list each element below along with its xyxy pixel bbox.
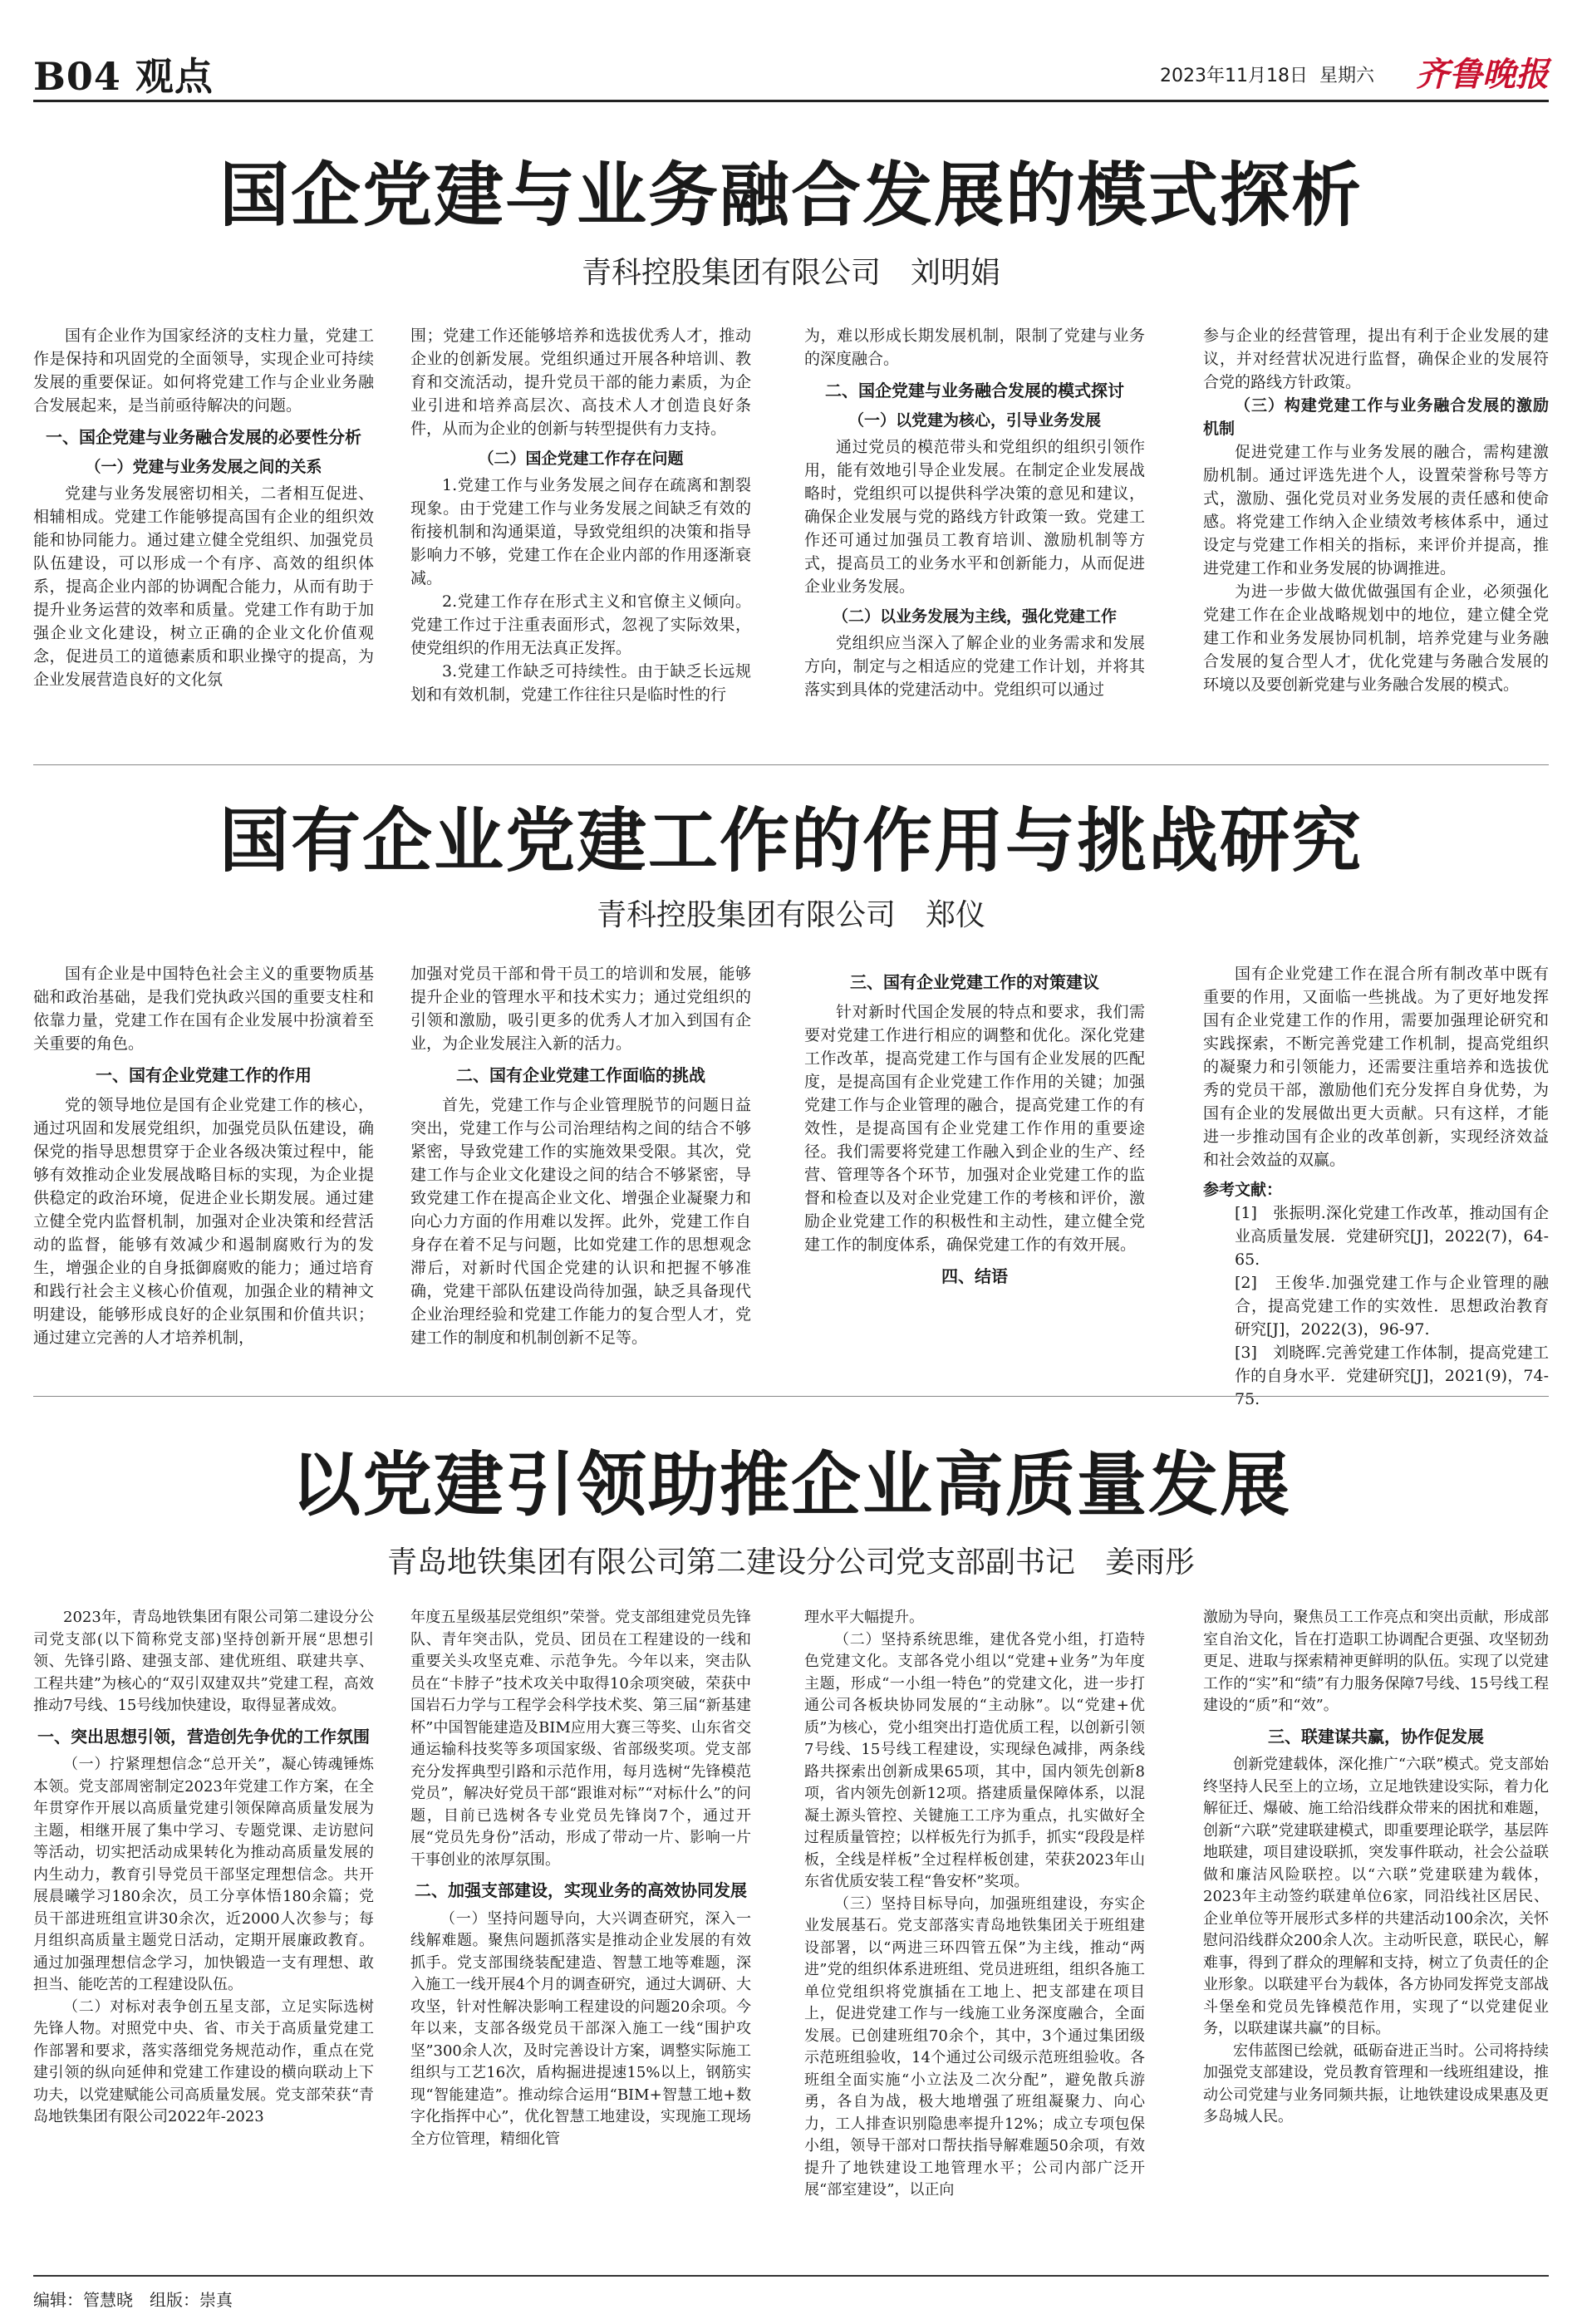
reference-item: [1] 张振明.深化党建工作改革，推动国有企业高质量发展．党建研究[J]，2022(7)，64-65. [1235,1204,1549,1269]
reference-item: [2] 王俊华.加强党建工作与企业管理的融合，提高党建工作的实效性．思想政治教育研究[J]，2022(3)，96-97. [1235,1274,1549,1339]
paragraph: （二）坚持系统思维，建优各党小组，打造特色党建文化。支部各党小组以“党建+业务”为年度主题，形成“一小组一特色”的党建文化，进一步打通公司各板块协同发展的“主动脉”。以“党建+优质”为核心，党小组突出打造优质工程，以创新引领7号线、15号线工程建设，实现绿色减排，两条线路共探索出创新成果65项，其中，国内领先创新8项，省内领先创新12项。搭建质量保障体系，以混凝土源头管控、关键施工工序为重点，扎实做好全过程质量管控；以样板先行为抓手，抓实“段段是样板，全线是样板”全过程样板创建，荣获2023年山东省优质安装工程“鲁安杯”奖项。 [804,1630,1145,1890]
paragraph: 为，难以形成长期发展机制，限制了党建与业务的深度融合。 [804,327,1145,368]
reference-item: [3] 刘晓晖.完善党建工作体制，提高党建工作的自身水平．党建研究[J]，2021(9)，74-75. [1235,1344,1549,1408]
article1-title: 国企党建与业务融合发展的模式探析 [219,154,1363,236]
article1-col2 [410,324,751,706]
issue-weekday: 星期六 [1319,66,1374,86]
paragraph: （一）坚持问题导向，大兴调查研究，深入一线解难题。聚焦问题抓落实是推动企业发展的有效抓手。党支部围绕装配建造、智慧工地等难题，深入施工一线开展4个月的调查研究，通过大调研、大攻坚，针对性解决影响工程建设的问题20余项。今年以来，支部各级党员干部深入施工一线“围护攻坚”300余人次，及时完善设计方案，调整实际施工组织与工艺16次，盾构掘进提速15%以上，钢筋实现“智能建造”。推动综合运用“BIM+智慧工地+数字化指挥中心”，优化智慧工地建设，实现施工现场全方位管理，精细化管 [410,1909,751,2148]
article1-byline: 青科控股集团有限公司 刘明娟 [581,256,1000,290]
references-heading: 参考文献： [1203,1181,1283,1199]
editor-credits: 编辑：管慧晓 组版：崇真 [33,2290,233,2310]
article1-col1 [33,324,374,691]
paragraph: 通过党员的模范带头和党组织的组织引领作用，能有效地引导企业发展。在制定企业发展战略时，党组织可以提供科学决策的意见和建议，确保企业发展与党的路线方针政策一致。党建工作还可通过加强员工教育培训、激励机制等方式，提高员工的业务水平和创新能力，从而促进企业业务发展。 [804,438,1145,596]
section-heading: 二、国企党建与业务融合发展的模式探讨 [825,381,1124,400]
paragraph: （三）坚持目标导向，加强班组建设，夯实企业发展基石。党支部落实青岛地铁集团关于班组建设部署，以“两进三环四管五保”为主线，推动“两进”党的组织体系进班组、党员进班组，组织各施工单位党组织将党旗插在工地上、把支部建在项目上，促进党建工作与一线施工业务深度融合，全面发展。已创建班组70余个，其中，3个通过集团级示范班组验收，14个通过公司级示范班组验收。各班组全面实施“小立法及二次分配”，避免散兵游勇，各自为战，极大地增强了班组凝聚力、向心力，工人排查识别隐患率提升12%；成立专项包保小组，领导干部对口帮扶指导解难题50余项，有效提升了地铁建设工地管理水平；公司内部广泛开展“部室建设”，以正向 [804,1894,1145,2199]
article3-col1 [33,1607,374,2129]
paragraph: 党的领导地位是国有企业党建工作的核心，通过巩固和发展党组织，加强党员队伍建设，确保党的指导思想贯穿于企业各级决策过程中，能够有效推动企业发展战略目标的实现，为企业提供稳定的政治环境，促进企业长期发展。通过建立健全党内监督机制，加强对企业决策和经营活动的监督，能够有效减少和遏制腐败行为的发生，增强企业的自身抵御腐败的能力；通过培育和践行社会主义核心价值观，加强企业的精神文明建设，能够形成良好的企业氛围和价值共识；通过建立完善的人才培养机制， [33,1096,374,1347]
masthead-rule [33,100,1549,102]
paragraph: 参与企业的经营管理，提出有利于企业发展的建议，并对经营状况进行监督，确保企业的发展符合党的路线方针政策。 [1203,327,1549,391]
subsection-heading: （二）国企党建工作存在问题 [478,450,684,468]
newspaper-logo: 齐鲁晚报 [1416,55,1549,94]
paragraph: 党建与业务发展密切相关，二者相互促进、相辅相成。党建工作能够提高国有企业的组织效能和协同能力。通过建立健全党组织、加强党员队伍建设，可以形成一个有序、高效的组织体系，提高企业内部的协调配合能力，从而有助于提升业务运营的效率和质量。党建工作有助于加强企业文化建设，树立正确的企业文化价值观念，促进员工的道德素质和职业操守的提高，为企业发展营造良好的文化氛 [33,484,374,689]
paragraph: 创新党建载体，深化推广“六联”模式。党支部始终坚持人民至上的立场，立足地铁建设实际，着力化解征迁、爆破、施工给沿线群众带来的困扰和难题，创新“六联”党建联建模式，即重要理论联学，基层阵地联建，项目建设联抓，突发事件联动，社会公益联做和廉洁风险联控。以“六联”党建联建为载体，2023年主动签约联建单位6家，同沿线社区居民、企业单位等开展形式多样的共建活动100余次，关怀慰问沿线群众200余人次。主动听民意，联民心，解难事，得到了群众的理解和支持，树立了负责任的企业形象。以联建平台为载体，各方协同发挥党支部战斗堡垒和党员先锋模范作用，实现了“以党建促业务，以联建谋共赢”的目标。 [1203,1756,1549,2037]
section-heading: 二、加强支部建设，实现业务的高效协同发展 [415,1880,747,1900]
article2-col2 [410,962,751,1349]
subsection-heading: （一）以党建为核心，引导业务发展 [848,411,1101,430]
article3-col4 [1203,1607,1549,2129]
paragraph: 加强对党员干部和骨干员工的培训和发展，能够提升企业的管理水平和技术实力；通过党组织的引领和激励，吸引更多的优秀人才加入到国有企业，为企业发展注入新的活力。 [410,965,751,1053]
article1-col4 [1203,324,1549,696]
paragraph: 2.党建工作存在形式主义和官僚主义倾向。党建工作过于注重表面形式，忽视了实际效果，使党组织的作用无法真正发挥。 [410,592,751,657]
article2-col1 [33,962,374,1349]
article3-title: 以党建引领助推企业高质量发展 [290,1443,1291,1526]
paragraph: 为进一步做大做优做强国有企业，必须强化党建工作在企业战略规划中的地位，建立健全党建工作和业务发展协同机制，培养党建与业务融合发展的复合型人才，优化党建与务融合发展的环境以及要创新党建与业务融合发展的模式。 [1203,582,1549,694]
subsection-heading: （二）以业务发展为主线，强化党建工作 [832,607,1117,626]
article3-col2 [410,1607,751,2150]
paragraph: 国有企业党建工作在混合所有制改革中既有重要的作用，又面临一些挑战。为了更好地发挥国有企业党建工作的作用，需要加强理论研究和实践探索，不断完善党建工作机制，提高党组织的凝聚力和引领能力，还需要注重培养和选拔优秀的党员干部，激励他们充分发挥自身优势，为国有企业的发展做出更大贡献。只有这样，才能进一步推动国有企业的改革创新，实现经济效益和社会效益的双赢。 [1203,965,1549,1169]
section-heading: 一、国企党建与业务融合发展的必要性分析 [46,427,361,447]
section-heading: 二、国有企业党建工作面临的挑战 [456,1065,705,1085]
paragraph: 针对新时代国企发展的特点和要求，我们需要对党建工作进行相应的调整和优化。深化党建工作改革，提高党建工作与国有企业发展的匹配度，是提高国有企业党建工作作用的关键；加强党建工作与企业管理的融合，提高党建工作的有效性，是提高国有企业党建工作作用的重要途径。我们需要将党建工作融入到企业的生产、经营、管理等各个环节，加强对企业党建工作的监督和检查以及对企业党建工作的考核和评价，激励企业党建工作的积极性和主动性，建立健全党建工作的制度体系，确保党建工作的有效开展。 [804,1003,1145,1254]
section-heading: 四、结语 [941,1266,1008,1286]
paragraph: 1.党建工作与业务发展之间存在疏离和割裂现象。由于党建工作与业务发展之间缺乏有效的衔接机制和沟通渠道，导致党组织的决策和指导影响力不够，党建工作在企业内部的作用逐渐衰减。 [410,476,751,587]
article2-byline: 青科控股集团有限公司 郑仪 [596,898,985,932]
article3-byline: 青岛地铁集团有限公司第二建设分公司党支部副书记 姜雨彤 [386,1545,1195,1580]
article-divider [33,764,1549,765]
paragraph: 促进党建工作与业务发展的融合，需构建激励机制。通过评选先进个人，设置荣誉称号等方式，激励、强化党员对业务发展的责任感和使命感。将党建工作纳入企业绩效考核体系中，通过设定与党建工作相关的指标，来评价并提高，推进党建工作和业务发展的协调推进。 [1203,443,1549,577]
article2-title: 国有企业党建工作的作用与挑战研究 [219,799,1363,882]
section-heading: 三、联建谋共赢，协作促发展 [1268,1726,1484,1747]
subsection-heading: （三）构建党建工作与业务融合发展的激励机制 [1203,396,1549,438]
paragraph: 国有企业是中国特色社会主义的重要物质基础和政治基础，是我们党执政兴国的重要支柱和依靠力量，党建工作在国有企业发展中扮演着至关重要的角色。 [33,965,374,1053]
section-heading: 三、国有企业党建工作的对策建议 [850,972,1099,992]
paragraph: 宏伟蓝图已绘就，砥砺奋进正当时。公司将持续加强党支部建设，党员教育管理和一线班组建设，推动公司党建与业务同频共振，让地铁建设成果惠及更多岛城人民。 [1203,2041,1549,2125]
paragraph: 理水平大幅提升。 [804,1609,924,1626]
subsection-heading: （一）党建与业务发展之间的关系 [85,458,322,476]
paragraph: 党组织应当深入了解企业的业务需求和发展方向，制定与之相适应的党建工作计划，并将其落实到具体的党建活动中。党组织可以通过 [804,634,1145,699]
article2-col4 [1203,962,1549,1411]
article3-col3 [804,1607,1145,2202]
paragraph: 首先，党建工作与企业管理脱节的问题日益突出，党建工作与公司治理结构之间的结合不够紧密，导致党建工作的实施效果受限。其次，党建工作与企业文化建设之间的结合不够紧密，导致党建工作在提高企业文化、增强企业凝聚力和向心力方面的作用难以发挥。此外，党建工作自身存在着不足与问题，比如党建工作的思想观念滞后，对新时代国企党建的认识和把握不够准确，党建干部队伍建设尚待加强，缺乏具备现代企业治理经验和党建工作能力的复合型人才，党建工作的制度和机制创新不足等。 [410,1096,751,1347]
section-heading: 一、突出思想引领，营造创先争优的工作氛围 [37,1726,370,1747]
article1-col3 [804,324,1145,701]
issue-date: 2023年11月18日 [1160,66,1308,86]
footer-rule [33,2275,1549,2277]
paragraph: 2023年，青岛地铁集团有限公司第二建设分公司党支部(以下简称党支部)坚持创新开展“思想引领、先锋引路、建强支部、建优班组、联建共享、工程共建”为核心的“双引双建双共”党建工程，高效推动7号线、15号线加快建设，取得显著成效。 [33,1609,374,1714]
page-label: B04 观点 [33,54,214,99]
article-divider [33,1396,1549,1397]
section-heading: 一、国有企业党建工作的作用 [96,1065,312,1085]
paragraph: 3.党建工作缺乏可持续性。由于缺乏长远规划和有效机制，党建工作往往只是临时性的行 [410,662,751,704]
paragraph: 年度五星级基层党组织”荣誉。党支部组建党员先锋队、青年突击队，党员、团员在工程建设的一线和重要关头攻坚克难、示范争先。今年以来，突击队员在“卡脖子”技术攻关中取得10余项突破，荣获中国岩石力学与工程学会科学技术奖、第三届“新基建杯”中国智能建造及BIM应用大赛三等奖、山东省交通运输科技奖等多项国家级、省部级奖项。党支部充分发挥典型引路和示范作用，每月选树“先锋模范党员”，解决好党员干部“跟谁对标”“对标什么”的问题，目前已选树各专业党员先锋岗7个，通过开展“党员先身份”活动，形成了带动一片、影响一片干事创业的浓厚氛围。 [410,1609,751,1869]
article2-col3 [804,962,1145,1295]
paragraph: 国有企业作为国家经济的支柱力量，党建工作是保持和巩固党的全面领导，实现企业可持续发展的重要保证。如何将党建工作与企业业务融合发展起来，是当前亟待解决的问题。 [33,327,374,415]
paragraph: （二）对标对表争创五星支部，立足实际选树先锋人物。对照党中央、省、市关于高质量党建工作部署和要求，落实落细党务规范动作，重点在党建引领的纵向延伸和党建工作建设的横向联动上下功夫，以党建赋能公司高质量发展。党支部荣获“青岛地铁集团有限公司2022年-2023 [33,1997,374,2125]
paragraph: 激励为导向，聚焦员工工作亮点和突出贡献，形成部室自治文化，旨在打造职工协调配合更强、攻坚韧劲更足、进取与探索精神更鲜明的队伍。实现了以党建工作的“实”和“绩”有力服务保障7号线、15号线工程建设的“质”和“效”。 [1203,1609,1549,1714]
paragraph: （一）拧紧理想信念“总开关”，凝心铸魂锤炼本领。党支部周密制定2023年党建工作方案，在全年贯穿作开展以高质量党建引领保障高质量发展为主题，相继开展了集中学习、专题党课、走访慰问等活动，切实把活动成果转化为推动高质量发展的内生动力，教育引导党员干部坚定理想信念。共开展晨曦学习180余次，员工分享体悟180余篇；党员干部进班组宣讲30余次，近2000人次参与；每月组织高质量主题党日活动，定期开展廉政教育。通过加强理想信念学习，加快锻造一支有理想、敢担当、能吃苦的工程建设队伍。 [33,1756,374,1993]
paragraph: 围；党建工作还能够培养和选拔优秀人才，推动企业的创新发展。党组织通过开展各种培训、教育和交流活动，提升党员干部的能力素质，为企业引进和培养高层次、高技术人才创造良好条件，从而为企业的创新与转型提供有力支持。 [410,327,751,438]
